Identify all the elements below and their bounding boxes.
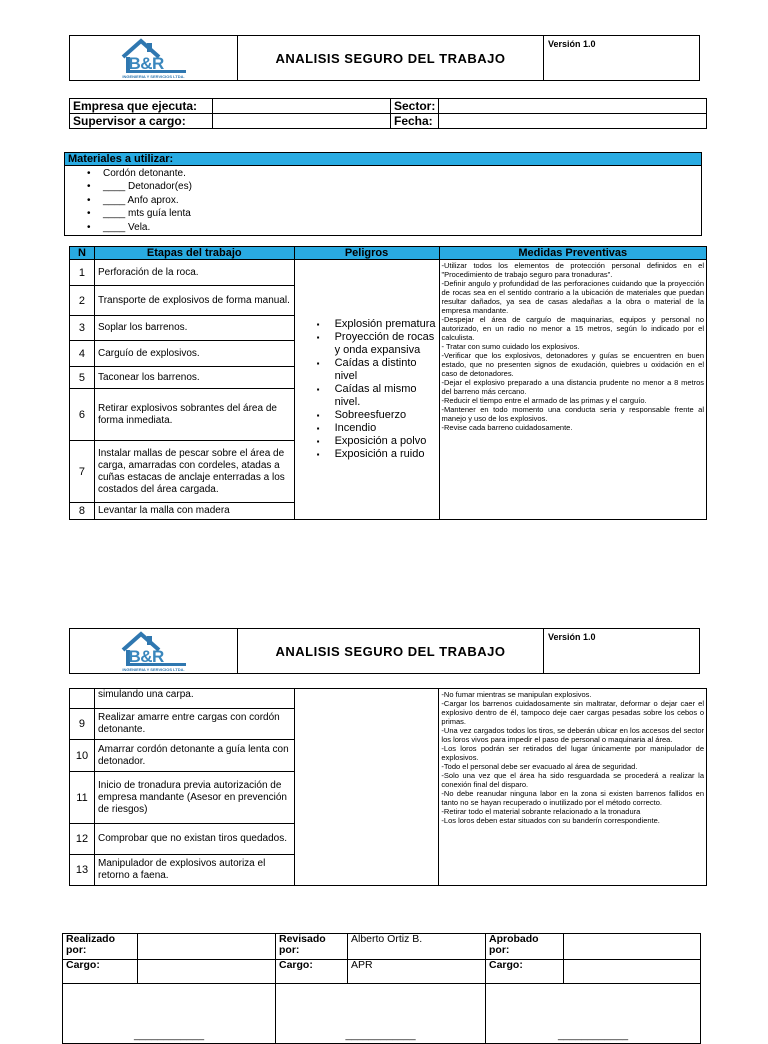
version-label: Versión 1.0 — [544, 36, 700, 81]
approved-by-label: Aprobado por: — [486, 934, 564, 960]
hazard-item: ▪ Caídas a distinto nivel — [313, 357, 436, 383]
reviewed-by-label: Revisado por: — [276, 934, 348, 960]
measure-item: -No debe reanudar ninguna labor en la zona si existen barrenos fallidos en tanto no se hayan recuperado o inutilizado por el método correcto. — [441, 789, 704, 807]
made-by-cargo-field[interactable] — [138, 960, 276, 984]
measure-item: -Reducir el tiempo entre el armado de las primas y el carguío. — [441, 396, 647, 405]
row-number: 1 — [70, 260, 95, 286]
material-item: • ____ Vela. — [83, 221, 701, 234]
measure-item: -Revise cada barreno cuidadosamente. — [441, 423, 573, 432]
measure-item: -Retirar todo el material sobrante relacionado a la tronadura — [441, 807, 641, 816]
made-by-field[interactable] — [138, 934, 276, 960]
measures-cell — [439, 689, 707, 886]
company-logo — [109, 630, 199, 672]
measure-item: -Verificar que los explosivos, detonadores y guías se encuentren en buen estado, que no presenten signos de exudación, quiebres u oxidación en el caso de detonadores. — [441, 351, 704, 378]
row-number: 3 — [70, 316, 95, 341]
measure-item: -Una vez cargados todos los tiros, se deberán ubicar en los accesos del sector los loros vivos para impedir el paso de personal o maquinaria al área. — [441, 726, 704, 744]
row-number: 2 — [70, 286, 95, 316]
logo-cell — [70, 36, 238, 81]
hazard-item: ▪ Exposición a polvo — [313, 435, 436, 448]
reviewed-by-signature-line[interactable]: ____________ — [276, 984, 486, 1044]
row-number: 8 — [70, 503, 95, 520]
hazard-item: ▪ Exposición a ruido — [313, 448, 436, 461]
materials-header: Materiales a utilizar: — [65, 153, 702, 166]
col-stage-header: Etapas del trabajo — [94, 247, 294, 260]
row-stage: Taconear los barrenos. — [94, 367, 294, 389]
supervisor-field[interactable] — [213, 114, 391, 129]
work-stages-table-page2 — [69, 688, 707, 886]
cargo-label: Cargo: — [63, 960, 138, 984]
logo-text: B&R — [128, 647, 164, 666]
row-number: 7 — [70, 441, 95, 503]
row-number: 13 — [70, 855, 95, 886]
date-label: Fecha: — [391, 114, 439, 129]
cargo-label: Cargo: — [486, 960, 564, 984]
col-hazard-header: Peligros — [294, 247, 439, 260]
approved-cargo-field[interactable] — [564, 960, 701, 984]
row-stage: Amarrar cordón detonante a guía lenta con detonador. — [94, 740, 294, 772]
sector-field[interactable] — [439, 99, 707, 114]
company-logo — [109, 37, 199, 79]
row-stage: Carguío de explosivos. — [94, 341, 294, 367]
version-label: Versión 1.0 — [544, 629, 700, 674]
measure-item: -Solo una vez que el área ha sido resguardada se procederá a realizar la conexión final del disparo. — [441, 771, 704, 789]
page-title: ANALISIS SEGURO DEL TRABAJO — [238, 36, 544, 81]
measure-item: -Utilizar todos los elementos de protección personal definidos en el "Procedimiento de trabajo seguro para tronaduras". — [441, 261, 704, 279]
row-stage: Levantar la malla con madera — [94, 503, 294, 520]
row-stage: Transporte de explosivos de forma manual. — [94, 286, 294, 316]
measure-item: -Definir angulo y profundidad de las perforaciones cuidando que la proyección de rocas sea en el sentido contrario a la ubicación de materiales que puedan resultar dañados, ya sea de casas aledañas a la obra o material de la empresa mandante. — [441, 279, 704, 315]
reviewed-by-field[interactable]: Alberto Ortiz B. — [348, 934, 486, 960]
logo-cell — [70, 629, 238, 674]
row-stage: simulando una carpa. — [94, 689, 294, 709]
row-number: 6 — [70, 389, 95, 441]
row-number: 12 — [70, 824, 95, 855]
material-item: • ____ Detonador(es) — [83, 180, 701, 193]
work-stages-table — [69, 246, 707, 520]
hazard-item: ▪ Explosión prematura — [313, 318, 436, 331]
measure-item: -Cargar los barrenos cuidadosamente sin maltratar, deformar o dejar caer el explosivo dentro de él, tampoco deje caer cargas pesadas sobre los cebos o primas. — [441, 699, 704, 726]
measure-item: - Tratar con sumo cuidado los explosivos. — [441, 342, 580, 351]
material-item: • ____ mts guía lenta — [83, 207, 701, 220]
measure-item: -Mantener en todo momento una conducta seria y responsable frente al manejo y uso de los explosivos. — [441, 405, 704, 423]
materials-list-cell — [65, 166, 702, 236]
material-item: • ____ Anfo aprox. — [83, 194, 701, 207]
page-title: ANALISIS SEGURO DEL TRABAJO — [238, 629, 544, 674]
row-stage: Perforación de la roca. — [94, 260, 294, 286]
row-stage: Instalar mallas de pescar sobre el área de carga, amarradas con cordeles, atadas a cuñas estacas de anclaje enterradas a los costados del área cargada. — [94, 441, 294, 503]
table-row — [70, 689, 707, 709]
hazard-item: ▪ Incendio — [313, 422, 436, 435]
col-n-header: N — [70, 247, 95, 260]
row-stage: Retirar explosivos sobrantes del área de forma inmediata. — [94, 389, 294, 441]
company-field[interactable] — [213, 99, 391, 114]
row-number: 9 — [70, 709, 95, 740]
made-by-label: Realizado por: — [63, 934, 138, 960]
date-field[interactable] — [439, 114, 707, 129]
reviewed-cargo-field[interactable]: APR — [348, 960, 486, 984]
logo-tagline: INGENIERIA Y SERVICIOS LTDA. — [122, 667, 185, 672]
measure-item: -Dejar el explosivo preparado a una distancia prudente no menor a 8 metros del barreno más cercano. — [441, 378, 704, 396]
material-item: • Cordón detonante. — [83, 167, 701, 180]
cargo-label: Cargo: — [276, 960, 348, 984]
col-measures-header: Medidas Preventivas — [439, 247, 706, 260]
hazards-list — [313, 318, 436, 461]
hazards-cell — [294, 260, 439, 520]
table-row — [70, 260, 707, 286]
materials-table — [64, 152, 702, 236]
document-header — [69, 35, 700, 81]
hazard-item: ▪ Proyección de rocas y onda expansiva — [313, 331, 436, 357]
made-by-signature-line[interactable]: ____________ — [63, 984, 276, 1044]
approved-by-field[interactable] — [564, 934, 701, 960]
row-stage: Inicio de tronadura previa autorización de empresa mandante (Asesor en prevención de riesgos) — [94, 772, 294, 824]
company-info-table — [69, 98, 707, 129]
approved-by-signature-line[interactable]: ____________ — [486, 984, 701, 1044]
supervisor-label: Supervisor a cargo: — [70, 114, 213, 129]
row-number: 11 — [70, 772, 95, 824]
measure-item: -No fumar mientras se manipulan explosivos. — [441, 690, 592, 699]
hazard-item: ▪ Caídas al mismo nivel. — [313, 383, 436, 409]
row-number: 10 — [70, 740, 95, 772]
row-number: 5 — [70, 367, 95, 389]
measures-cell — [439, 260, 706, 520]
materials-list — [83, 167, 701, 234]
signatures-table — [62, 933, 701, 1044]
document-header-page2 — [69, 628, 700, 674]
row-number — [70, 689, 95, 709]
row-stage: Comprobar que no existan tiros quedados. — [94, 824, 294, 855]
sector-label: Sector: — [391, 99, 439, 114]
measure-item: -Los loros deben estar situados con su banderín correspondiente. — [441, 816, 660, 825]
row-stage: Soplar los barrenos. — [94, 316, 294, 341]
measure-item: -Los loros podrán ser retirados del lugar únicamente por manipulador de explosivos. — [441, 744, 704, 762]
logo-text: B&R — [128, 54, 164, 73]
hazards-cell — [294, 689, 439, 886]
row-stage: Realizar amarre entre cargas con cordón detonante. — [94, 709, 294, 740]
company-label: Empresa que ejecuta: — [70, 99, 213, 114]
row-number: 4 — [70, 341, 95, 367]
measure-item: -Todo el personal debe ser evacuado al área de seguridad. — [441, 762, 638, 771]
logo-tagline: INGENIERIA Y SERVICIOS LTDA. — [122, 74, 185, 79]
row-stage: Manipulador de explosivos autoriza el retorno a faena. — [94, 855, 294, 886]
measure-item: -Despejar el área de carguío de maquinarias, equipos y personal no autorizado, en un radio no menor a 15 metros, según lo indicado por el calculista. — [441, 315, 704, 342]
hazard-item: ▪ Sobreesfuerzo — [313, 409, 436, 422]
